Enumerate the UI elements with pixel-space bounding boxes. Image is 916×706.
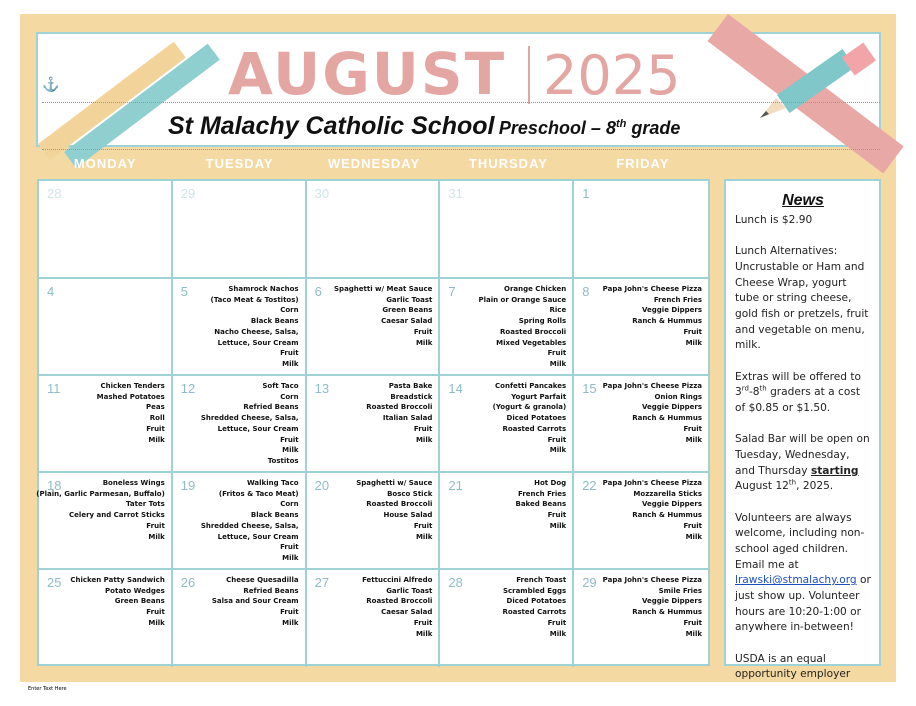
menu-item: Milk xyxy=(685,532,702,541)
menu-list xyxy=(603,575,702,639)
menu-item: Salsa and Sour Cream xyxy=(211,597,299,606)
day-cell[interactable] xyxy=(307,279,441,376)
menu-item: Cheese Quesadilla xyxy=(226,576,299,584)
menu-item: Papa John's Cheese Pizza xyxy=(602,479,702,487)
email-link[interactable]: lrawski@stmalachy.org xyxy=(735,574,857,587)
menu-item: Tater Tots xyxy=(126,500,165,509)
menu-item: Roll xyxy=(149,414,165,423)
menu-item: Fruit xyxy=(547,435,567,444)
menu-list xyxy=(201,381,299,467)
menu-item: Fruit xyxy=(413,327,433,336)
day-cell[interactable] xyxy=(173,279,307,376)
menu-item: Milk xyxy=(685,338,702,347)
menu-item: Lettuce, Sour Cream xyxy=(217,338,299,347)
menu-list xyxy=(334,284,432,348)
menu-item: Refried Beans xyxy=(243,586,299,595)
menu-item: Fettuccini Alfredo xyxy=(362,576,433,584)
day-number: 27 xyxy=(314,575,330,590)
menu-item: French Fries xyxy=(518,489,567,498)
menu-list xyxy=(493,381,567,456)
day-number: 5 xyxy=(180,284,189,299)
day-cell[interactable] xyxy=(39,279,173,376)
day-number: 13 xyxy=(314,381,330,396)
day-cell[interactable] xyxy=(307,473,441,570)
menu-list xyxy=(478,284,566,370)
menu-list xyxy=(362,575,432,639)
menu-list xyxy=(356,478,432,542)
day-number: 11 xyxy=(47,381,61,396)
menu-item: Fruit xyxy=(280,435,299,444)
lunch-alternatives: Lunch Alternatives: Uncrustable or Ham and Cheese Wrap, yogurt tube or string cheese, gold fish or pretzels, fruit and vegetable on menu, milk. xyxy=(735,245,869,352)
menu-item: Ranch & Hummus xyxy=(632,511,702,520)
menu-item: Potato Wedges xyxy=(105,586,165,595)
menu-item: French Toast xyxy=(516,576,567,584)
menu-item: Ranch & Hummus xyxy=(632,317,702,326)
menu-item: Nacho Cheese, Salsa, xyxy=(214,327,299,336)
menu-item: Celery and Carrot Sticks xyxy=(69,511,165,520)
usda-note: USDA is an equal opportunity employer xyxy=(735,652,851,681)
menu-item: Orange Chicken xyxy=(504,285,567,293)
day-number: 29 xyxy=(180,186,196,201)
menu-item: Milk xyxy=(282,359,299,368)
menu-item: Ranch & Hummus xyxy=(632,414,702,423)
salad-bar-note: Salad Bar will be open on Tuesday, Wednesday, and Thursday starting August 12th, 2025. xyxy=(735,433,870,493)
menu-item: Milk xyxy=(415,338,433,347)
menu-item: Corn xyxy=(280,392,299,401)
day-number: 7 xyxy=(448,284,456,299)
menu-item: Milk xyxy=(415,435,433,444)
menu-item: Green Beans xyxy=(382,306,433,315)
menu-item: Onion Rings xyxy=(654,392,702,401)
menu-item: Milk xyxy=(685,629,702,638)
day-number: 15 xyxy=(582,381,597,396)
menu-item: Pasta Bake xyxy=(388,382,433,390)
menu-item: Fruit xyxy=(413,424,433,433)
menu-item: Walking Taco xyxy=(246,479,299,487)
day-cell[interactable] xyxy=(574,376,708,473)
menu-item: Fruit xyxy=(547,511,567,520)
weekday-label: MONDAY xyxy=(73,156,137,171)
menu-item: Milk xyxy=(148,618,165,627)
menu-item: Mashed Potatoes xyxy=(96,392,165,401)
day-number: 6 xyxy=(314,284,322,299)
day-number: 1 xyxy=(582,186,590,201)
menu-item: Breadstick xyxy=(390,392,433,401)
day-number: 20 xyxy=(314,478,330,493)
day-number: 28 xyxy=(47,186,62,201)
day-cell[interactable] xyxy=(39,181,173,279)
menu-item: Fruit xyxy=(413,521,433,530)
menu-item: (Fritos & Taco Meat) xyxy=(218,489,299,498)
menu-item: Hot Dog xyxy=(534,479,567,487)
day-number: 19 xyxy=(180,478,196,493)
menu-item: Fruit xyxy=(146,424,165,433)
day-number: 30 xyxy=(314,186,330,201)
weekday-label: TUESDAY xyxy=(205,156,274,171)
menu-item: Corn xyxy=(280,306,299,315)
day-cell[interactable] xyxy=(440,181,574,279)
menu-item: Milk xyxy=(415,629,433,638)
menu-list xyxy=(603,381,702,445)
calendar-grid xyxy=(37,179,710,666)
menu-item: Mozzarella Sticks xyxy=(633,489,702,498)
menu-item: Milk xyxy=(282,618,299,627)
day-number: 8 xyxy=(582,284,590,299)
menu-item: Roasted Carrots xyxy=(502,424,567,433)
menu-item: Milk xyxy=(549,629,567,638)
menu-item: Tostitos xyxy=(267,456,299,465)
menu-item: Spaghetti w/ Meat Sauce xyxy=(334,285,433,293)
day-cell[interactable] xyxy=(307,376,441,473)
menu-item: (Yogurt & granola) xyxy=(492,403,567,412)
menu-item: Milk xyxy=(549,359,567,368)
menu-item: House Salad xyxy=(383,511,433,520)
weekday-label: WEDNESDAY xyxy=(327,156,421,171)
menu-item: Refried Beans xyxy=(243,403,299,412)
day-cell[interactable] xyxy=(440,473,574,570)
menu-item: Spaghetti w/ Sauce xyxy=(356,479,433,487)
menu-item: Fruit xyxy=(547,349,567,358)
menu-item: Milk xyxy=(549,521,567,530)
menu-item: Diced Potatoes xyxy=(506,597,567,606)
month-title: AUGUST xyxy=(228,40,507,108)
menu-item: Shredded Cheese, Salsa, xyxy=(200,414,299,423)
menu-item: Lettuce, Sour Cream xyxy=(217,532,299,541)
menu-item: Shamrock Nachos xyxy=(228,285,299,293)
menu-list xyxy=(212,575,299,629)
menu-item: Caesar Salad xyxy=(381,317,433,326)
menu-item: Fruit xyxy=(683,521,702,530)
weekday-label: THURSDAY xyxy=(468,156,548,171)
day-cell[interactable] xyxy=(307,570,441,667)
menu-item: Roasted Carrots xyxy=(502,608,567,617)
menu-list xyxy=(502,575,566,639)
menu-item: Fruit xyxy=(683,618,702,627)
menu-list xyxy=(36,478,165,542)
menu-item: Boneless Wings xyxy=(102,479,165,487)
day-cell[interactable] xyxy=(574,181,708,279)
menu-item: Veggie Dippers xyxy=(642,597,702,606)
menu-item: Roasted Broccoli xyxy=(366,500,433,509)
volunteers-note: Volunteers are always welcome, including non-school aged children. Email me at lrawski@stmalachy.org or just show up. Volunteer hours are 10:20-1:00 or anywhere in-between! xyxy=(735,511,871,634)
day-cell[interactable] xyxy=(39,376,173,473)
menu-item: Scrambled Eggs xyxy=(502,586,567,595)
menu-item: Black Beans xyxy=(250,511,299,520)
menu-item: Veggie Dippers xyxy=(642,306,702,315)
menu-item: Corn xyxy=(280,500,299,509)
day-number: 4 xyxy=(47,284,55,299)
menu-item: Roasted Broccoli xyxy=(366,403,433,412)
day-number: 12 xyxy=(180,381,196,396)
menu-item: Shredded Cheese, Salsa, xyxy=(200,521,299,530)
day-cell[interactable] xyxy=(173,473,307,570)
menu-item: Roasted Broccoli xyxy=(500,327,567,336)
menu-item: Fruit xyxy=(683,327,702,336)
lunch-price: Lunch is $2.90 xyxy=(735,214,813,226)
menu-item: Spring Rolls xyxy=(518,317,567,326)
menu-item: Papa John's Cheese Pizza xyxy=(602,285,702,293)
menu-item: Smile Fries xyxy=(658,586,702,595)
menu-item: Mixed Vegetables xyxy=(496,338,567,347)
day-cell[interactable] xyxy=(574,279,708,376)
year-title: 2025 xyxy=(543,44,681,107)
extras-note: Extras will be offered to 3rd-8th graders at a cost of $0.85 or $1.50. xyxy=(735,370,861,415)
day-number: 21 xyxy=(448,478,463,493)
menu-list xyxy=(70,575,164,629)
menu-item: Caesar Salad xyxy=(381,608,433,617)
menu-item: Fruit xyxy=(683,424,702,433)
menu-item: Milk xyxy=(415,532,433,541)
menu-item: Confetti Pancakes xyxy=(495,382,567,390)
menu-item: Papa John's Cheese Pizza xyxy=(602,576,702,584)
menu-item: Fruit xyxy=(413,618,433,627)
day-cell[interactable] xyxy=(440,279,574,376)
anchor-icon: ⚓ xyxy=(42,76,60,92)
day-cell[interactable] xyxy=(440,570,574,667)
menu-item: Yogurt Parfait xyxy=(511,392,567,401)
day-number: 14 xyxy=(448,381,463,396)
menu-item: Milk xyxy=(685,435,702,444)
day-cell[interactable] xyxy=(574,473,708,570)
day-cell[interactable] xyxy=(173,376,307,473)
menu-item: Fruit xyxy=(146,608,165,617)
menu-item: Baked Beans xyxy=(515,500,567,509)
menu-item: Milk xyxy=(148,532,165,541)
menu-item: Rice xyxy=(549,306,567,315)
menu-item: Peas xyxy=(146,403,165,412)
menu-item: Milk xyxy=(282,446,299,455)
menu-item: French Fries xyxy=(653,295,702,304)
menu-item: Black Beans xyxy=(250,317,299,326)
day-number: 29 xyxy=(582,575,597,590)
header-banner xyxy=(36,32,881,147)
menu-list xyxy=(366,381,432,445)
menu-item: Veggie Dippers xyxy=(642,500,702,509)
menu-item: (Plain, Garlic Parmesan, Buffalo) xyxy=(36,489,165,498)
menu-item: Fruit xyxy=(280,608,299,617)
weekday-label: FRIDAY xyxy=(616,156,670,171)
menu-item: Ranch & Hummus xyxy=(632,608,702,617)
menu-list xyxy=(603,478,702,542)
menu-item: Italian Salad xyxy=(382,414,433,423)
day-number: 28 xyxy=(448,575,463,590)
menu-item: Diced Potatoes xyxy=(506,414,567,423)
menu-item: Fruit xyxy=(146,521,165,530)
menu-item: Green Beans xyxy=(114,597,165,606)
menu-item: Plain or Orange Sauce xyxy=(478,295,567,304)
menu-item: Roasted Broccoli xyxy=(366,597,433,606)
menu-list xyxy=(201,478,299,564)
day-cell[interactable] xyxy=(574,570,708,667)
day-number: 26 xyxy=(180,575,196,590)
footer-text[interactable]: Enter Text Here xyxy=(28,686,67,692)
menu-item: Bosco Stick xyxy=(387,489,433,498)
day-cell[interactable] xyxy=(173,570,307,667)
menu-item: Milk xyxy=(148,435,165,444)
menu-list xyxy=(97,381,165,445)
menu-item: Fruit xyxy=(547,618,567,627)
day-cell[interactable] xyxy=(39,570,173,667)
day-cell[interactable] xyxy=(440,376,574,473)
school-name: St Malachy Catholic School xyxy=(168,112,495,140)
news-title: News xyxy=(782,192,824,209)
title-separator xyxy=(528,46,530,104)
news-panel[interactable] xyxy=(724,179,881,681)
day-number: 31 xyxy=(448,186,463,201)
menu-list xyxy=(516,478,567,532)
grade-range: Preschool – 8th grade xyxy=(498,118,681,138)
menu-item: Garlic Toast xyxy=(386,295,433,304)
day-cell[interactable] xyxy=(173,181,307,279)
menu-item: (Taco Meat & Tostitos) xyxy=(210,295,299,304)
day-cell[interactable] xyxy=(307,181,441,279)
menu-item: Chicken Tenders xyxy=(100,382,165,390)
menu-item: Papa John's Cheese Pizza xyxy=(602,382,702,390)
day-cell[interactable] xyxy=(36,473,173,570)
menu-item: Veggie Dippers xyxy=(642,403,702,412)
menu-list xyxy=(603,284,702,348)
menu-item: Lettuce, Sour Cream xyxy=(217,424,299,433)
menu-item: Fruit xyxy=(280,349,299,358)
school-title xyxy=(168,112,680,141)
menu-item: Fruit xyxy=(280,543,299,552)
menu-list xyxy=(211,284,299,370)
day-number: 18 xyxy=(47,478,62,493)
weekday-header xyxy=(38,156,710,174)
day-number: 22 xyxy=(582,478,597,493)
menu-item: Milk xyxy=(549,446,567,455)
menu-item: Milk xyxy=(282,553,299,562)
menu-item: Soft Taco xyxy=(262,382,299,390)
menu-item: Garlic Toast xyxy=(386,586,433,595)
day-number: 25 xyxy=(47,575,62,590)
menu-item: Chicken Patty Sandwich xyxy=(70,576,165,584)
